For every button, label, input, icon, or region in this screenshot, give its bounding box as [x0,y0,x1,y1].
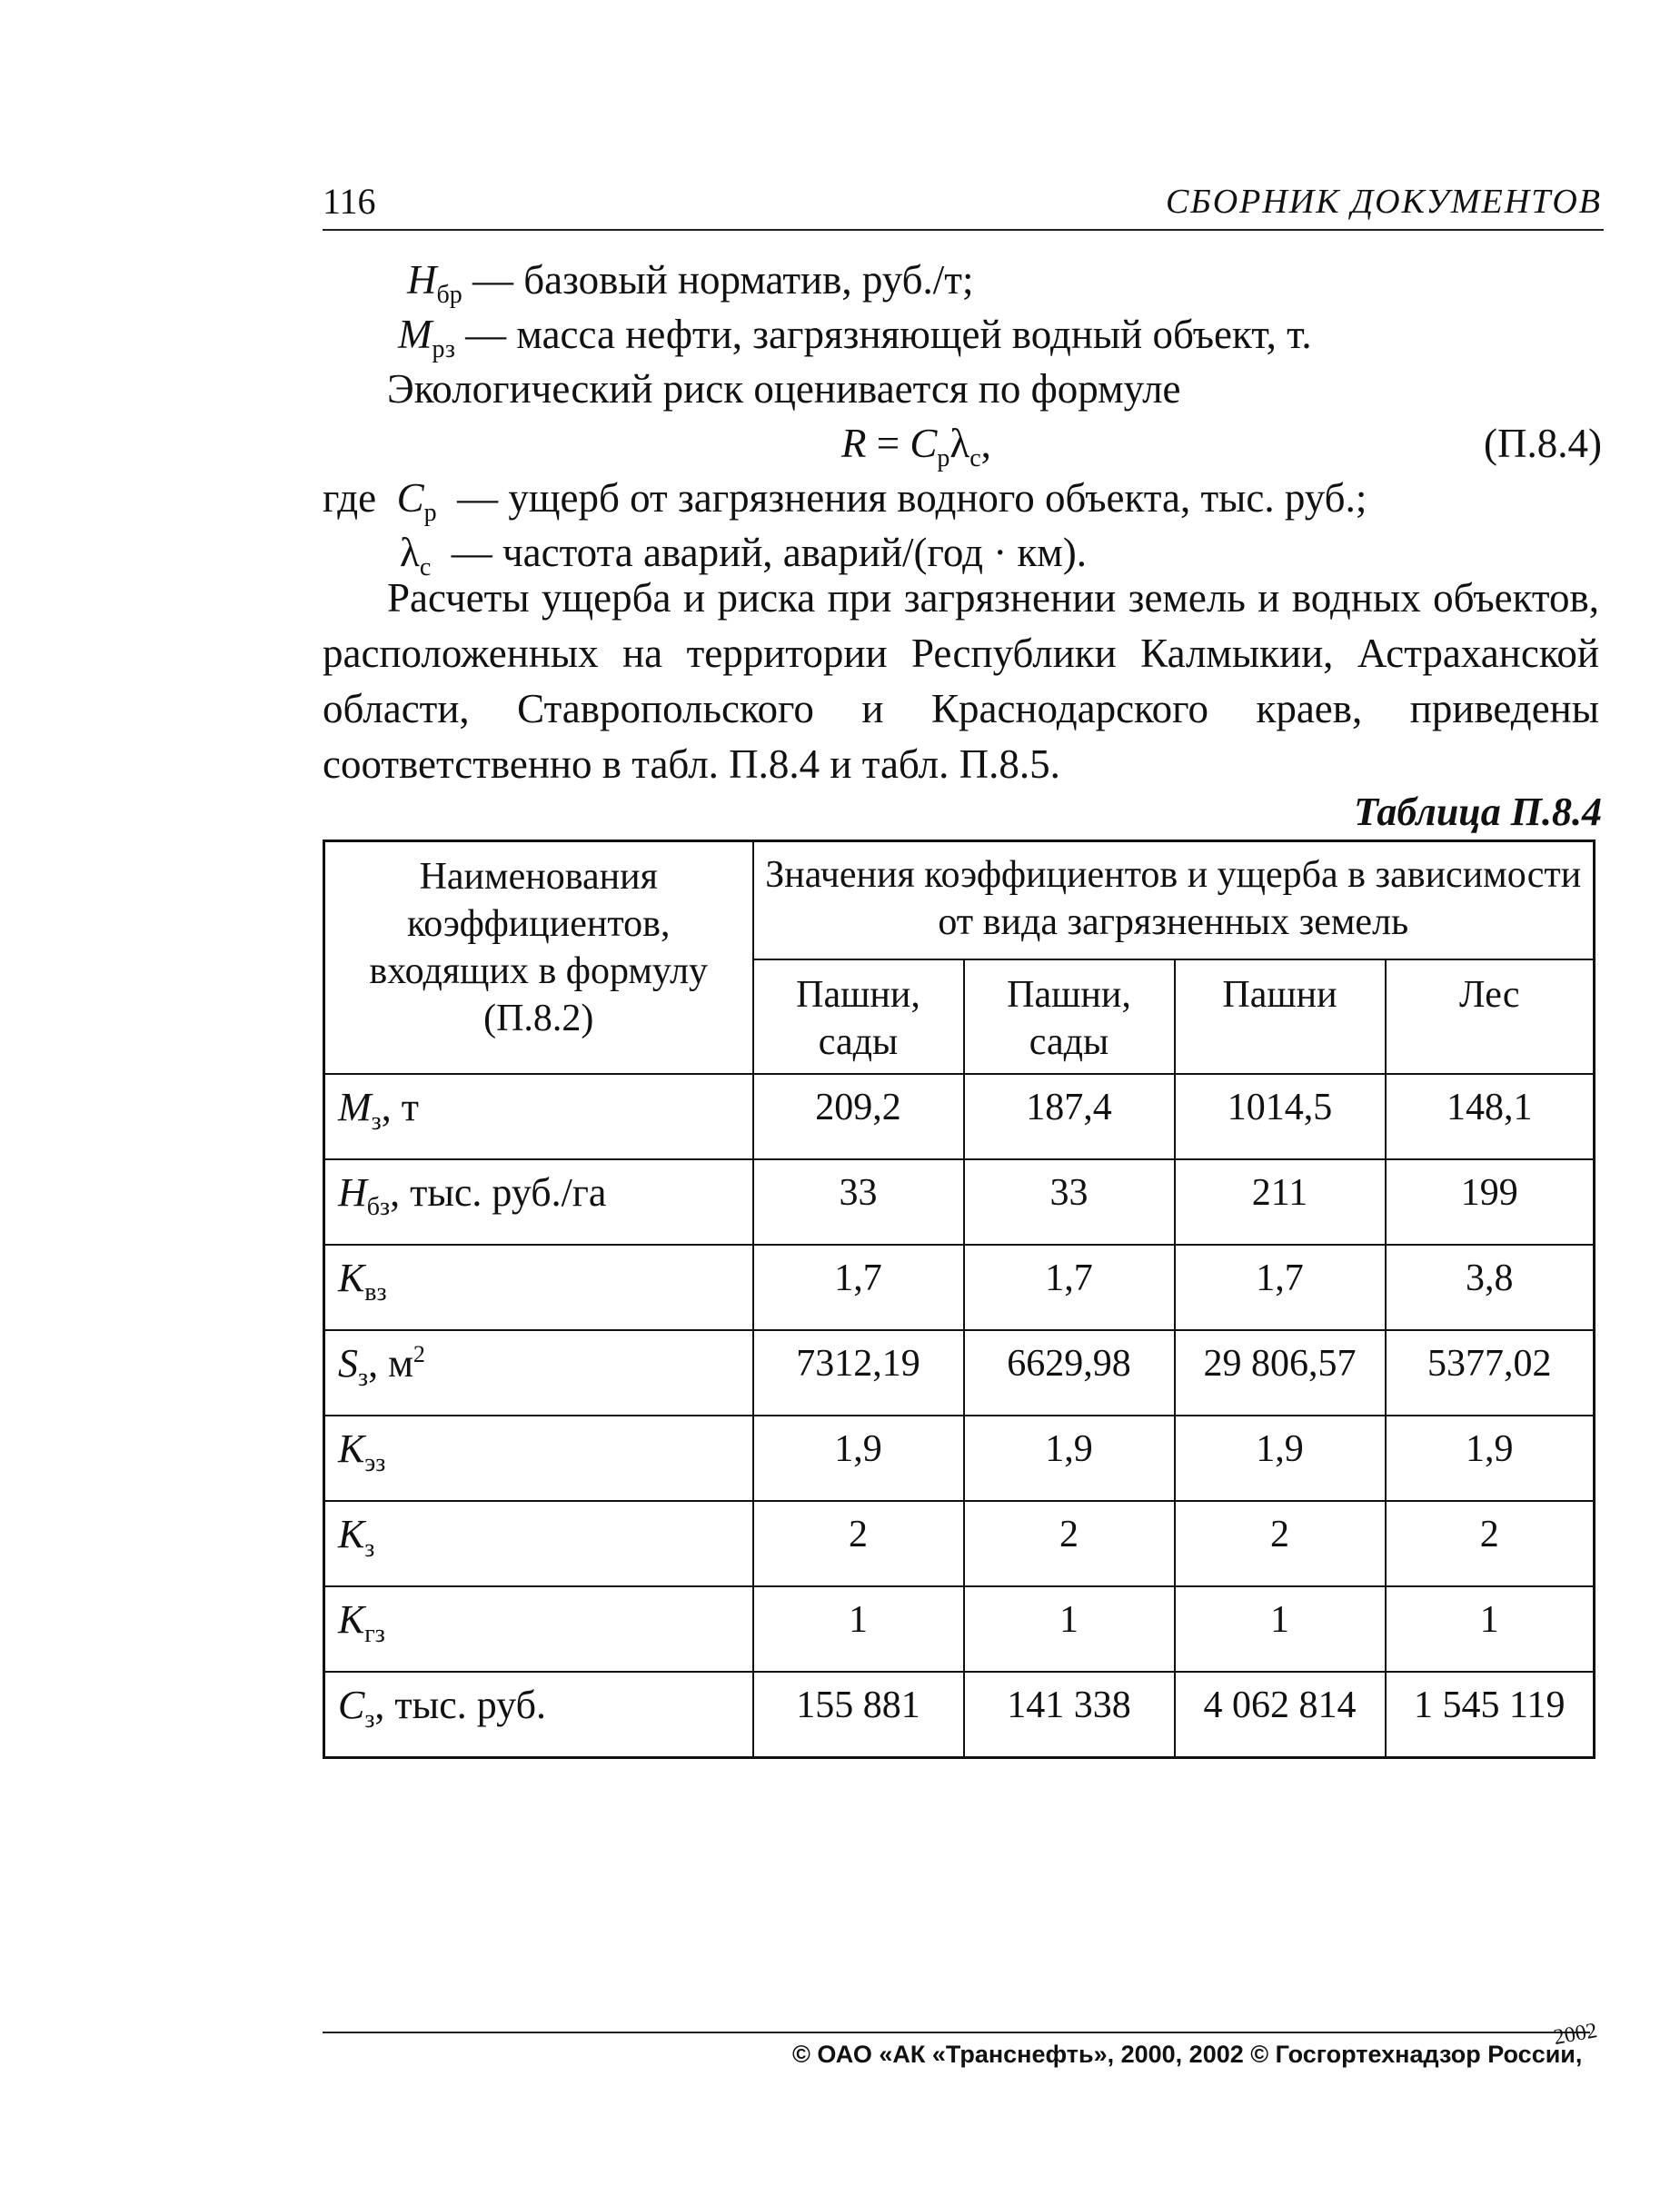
definition-text: — масса нефти, загрязняющей водный объект, т. [465,312,1312,357]
row-symbol: С [338,1683,365,1727]
table-cell: 2 [964,1501,1175,1586]
table-cell: 3,8 [1386,1245,1595,1330]
table-cell: 7312,19 [753,1330,964,1416]
table-header-row [324,841,1595,960]
table-cell: 209,2 [753,1074,964,1159]
table-cell: 33 [964,1159,1175,1245]
row-symbol: М [338,1085,372,1129]
definition-symbol: Н [407,257,437,303]
row-label [324,1074,753,1159]
table-column-header: Лес [1386,959,1595,1074]
table-cell: 2 [1175,1501,1386,1586]
table-row [324,1586,1595,1672]
table-row [324,1672,1595,1758]
row-label [324,1501,753,1586]
formula-tail: , [980,421,991,466]
row-symbol: S [338,1341,358,1386]
definition-subscript: бр [436,281,462,309]
row-subscript: з [371,1108,382,1136]
table-row [324,1330,1595,1416]
table-cell: 141 338 [964,1672,1175,1758]
table-cell: 1,9 [753,1416,964,1501]
row-symbol: К [338,1512,365,1556]
table-cell: 29 806,57 [1175,1330,1386,1416]
header-rule [323,229,1604,231]
row-symbol: К [338,1256,365,1300]
row-label [324,1416,753,1501]
table-cell: 1,9 [964,1416,1175,1501]
row-subscript: з [364,1535,375,1563]
table-caption: Таблица П.8.4 [1354,790,1602,834]
running-header-title: СБОРНИК ДОКУМЕНТОВ [1165,183,1602,221]
table-row [324,1074,1595,1159]
formula: $R = С_р\lambda_с$, [841,421,991,472]
table-row [324,1245,1595,1330]
table-top-header: Значения коэффициентов и ущерба в зависимости от вида загрязненных земель [753,841,1595,960]
formula-lambda-sub: с [969,444,981,472]
table-cell: 1 545 119 [1386,1672,1595,1758]
row-symbol: К [338,1597,365,1642]
definition-text: — базовый норматив, руб./т; [472,257,974,303]
row-subscript: эз [364,1449,386,1477]
definition-symbol: λ [400,530,420,575]
footer-year: 2002 [1552,2019,1599,2050]
table-row [324,1159,1595,1245]
row-label [324,1245,753,1330]
formula-lambda: λ [949,421,970,466]
table-cell: 1 [1175,1586,1386,1672]
formula-label: (П.8.4) [1484,421,1602,466]
definition-text: — частота аварий, аварий/(год · км). [451,530,1088,575]
definition-text: — ущерб от загрязнения водного объекта, тыс. руб.; [457,475,1367,521]
body-paragraph: Расчеты ущерба и риска при загрязнении земель и водных объектов, расположенных на территории Республики Калмыкии, Астраханской области, Ставропольского и Краснодарского краев, приведены соответственно в табл. П.8.4 и табл. П.8.5. [323,575,1599,787]
row-label [324,1159,753,1245]
table-cell: 148,1 [1386,1074,1595,1159]
formula-c-sub: р [937,444,950,472]
definition-symbol: М [398,312,432,357]
table-cell: 1 [1386,1586,1595,1672]
table-cell: 4 062 814 [1175,1672,1386,1758]
table-column-header: Пашни, сады [964,959,1175,1074]
row-label [324,1586,753,1672]
coefficients-table [323,840,1596,1759]
table-cell: 187,4 [964,1074,1175,1159]
table-cell: 1014,5 [1175,1074,1386,1159]
table-row [324,1416,1595,1501]
table-cell: 1,9 [1386,1416,1595,1501]
row-subscript: гз [364,1620,385,1648]
table-cell: 33 [753,1159,964,1245]
row-unit: , тыс. руб. [374,1683,546,1727]
row-subscript: з [358,1364,369,1392]
row-label [324,1672,753,1758]
intro-sentence: Экологический риск оценивается по формуле [387,366,1181,412]
table-cell: 1,7 [1175,1245,1386,1330]
row-symbol: К [338,1426,365,1471]
table-cell: 2 [1386,1501,1595,1586]
formula-lhs: R [841,421,867,466]
table-cell: 199 [1386,1159,1595,1245]
table-column-header: Пашни [1175,959,1386,1074]
table-left-header: Наименования коэффициентов, входящих в формулу (П.8.2) [324,841,753,1075]
table-cell: 211 [1175,1159,1386,1245]
table-body [324,1074,1595,1758]
table-cell: 1,9 [1175,1416,1386,1501]
table-cell: 155 881 [753,1672,964,1758]
table-cell: 1 [753,1586,964,1672]
row-symbol: Н [338,1170,367,1215]
row-unit: , м [368,1341,413,1386]
footer-rule [323,2032,1590,2033]
table-cell: 1 [964,1586,1175,1672]
definition-subscript: с [419,553,432,581]
row-subscript: бз [366,1193,391,1221]
row-unit: , т [381,1085,419,1129]
row-subscript: вз [364,1278,387,1307]
definition-subscript: р [423,499,437,527]
page-number: 116 [323,181,376,222]
table-cell: 1,7 [964,1245,1175,1330]
table-cell: 5377,02 [1386,1330,1595,1416]
formula-c: С [910,421,938,466]
row-subscript: з [364,1705,375,1734]
definition-symbol: С [396,475,424,521]
table-row [324,1501,1595,1586]
row-superscript: 2 [413,1341,425,1367]
table-column-header: Пашни, сады [753,959,964,1074]
row-unit: , тыс. руб./га [390,1170,607,1215]
footer-copyright: © ОАО «АК «Транснефть», 2000, 2002 © Госгортехнадзор России, [792,2041,1583,2068]
row-label [324,1330,753,1416]
table-cell: 2 [753,1501,964,1586]
definition-subscript: рз [432,335,455,363]
table-cell: 1,7 [753,1245,964,1330]
table-cell: 6629,98 [964,1330,1175,1416]
where-prefix: где [323,475,377,521]
